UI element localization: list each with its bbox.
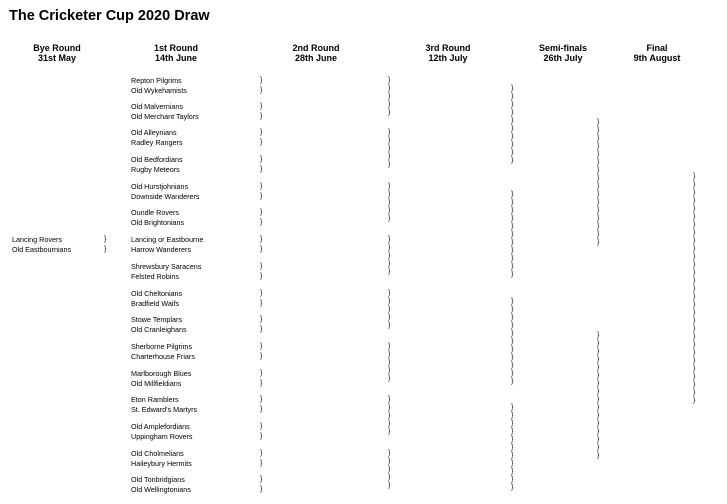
first-round-team: Old Millfieldians: [131, 379, 182, 388]
bracket-mark: }: [693, 325, 696, 332]
bracket-mark: }: [511, 223, 514, 230]
round-date: 28th June: [294, 53, 337, 63]
bracket-mark: }: [597, 143, 600, 150]
bracket-mark: }: [388, 153, 391, 160]
bracket-mark: }: [597, 356, 600, 363]
bracket-mark: }: [104, 246, 107, 253]
bracket-mark: }: [597, 231, 600, 238]
bracket-mark: }: [693, 221, 696, 228]
bracket-mark: }: [597, 151, 600, 158]
bracket-mark: }: [693, 389, 696, 396]
first-round-team: Old Wellingtonians: [131, 485, 191, 494]
bracket-mark: }: [511, 141, 514, 148]
bracket-mark: }: [511, 85, 514, 92]
bracket-mark: }: [693, 253, 696, 260]
first-round-team: Sherborne Pilgrims: [131, 342, 193, 351]
bracket-mark: }: [511, 346, 514, 353]
first-round-team: Old Tonbridgians: [131, 475, 185, 484]
bracket-mark: }: [260, 193, 263, 200]
bracket-mark: }: [597, 436, 600, 443]
bracket-mark: }: [597, 127, 600, 134]
bracket-mark: }: [260, 450, 263, 457]
round-name: 2nd Round: [292, 43, 340, 53]
bracket-mark: }: [388, 482, 391, 489]
first-round-team: Repton Pilgrims: [131, 76, 182, 85]
first-round-team: Old Cranleighans: [131, 325, 187, 334]
bracket-mark: }: [511, 412, 514, 419]
bracket-mark: }: [388, 458, 391, 465]
bracket-mark: }: [388, 77, 391, 84]
bracket-mark: }: [511, 231, 514, 238]
first-round-team: Marlborough Blues: [131, 369, 192, 378]
bracket-mark: }: [597, 215, 600, 222]
bracket-mark: }: [388, 351, 391, 358]
bracket-mark: }: [693, 205, 696, 212]
bracket-mark: }: [260, 380, 263, 387]
bracket-mark: }: [511, 428, 514, 435]
bracket-mark: }: [693, 381, 696, 388]
first-round-team: Old Merchant Taylors: [131, 112, 199, 121]
bracket-mark: }: [388, 322, 391, 329]
bye-round-team: Lancing Rovers: [12, 235, 62, 244]
bracket-mark: }: [260, 326, 263, 333]
bracket-mark: }: [511, 322, 514, 329]
bracket-mark: }: [388, 343, 391, 350]
bracket-mark: }: [260, 423, 263, 430]
bracket-mark: }: [511, 255, 514, 262]
bracket-mark: }: [511, 109, 514, 116]
bracket-mark: }: [597, 420, 600, 427]
bracket-mark: }: [511, 157, 514, 164]
bracket-mark: }: [388, 161, 391, 168]
bracket-mark: }: [511, 239, 514, 246]
bracket-mark: }: [597, 372, 600, 379]
bracket-mark: }: [260, 113, 263, 120]
bracket-mark: }: [260, 263, 263, 270]
bracket-mark: }: [597, 396, 600, 403]
round-header: [602, 43, 712, 63]
bracket-mark: }: [597, 135, 600, 142]
round-header: [261, 43, 371, 63]
bracket-mark: }: [260, 273, 263, 280]
bracket-mark: }: [388, 396, 391, 403]
bracket-mark: }: [260, 236, 263, 243]
bracket-mark: }: [388, 466, 391, 473]
bracket-mark: }: [511, 330, 514, 337]
bracket-mark: }: [388, 252, 391, 259]
bracket-mark: }: [511, 420, 514, 427]
bracket-mark: }: [597, 452, 600, 459]
first-round-team: Old Wykehamists: [131, 86, 187, 95]
bracket-mark: }: [511, 306, 514, 313]
bracket-mark: }: [511, 378, 514, 385]
bracket-mark: }: [511, 484, 514, 491]
bracket-mark: }: [388, 236, 391, 243]
bye-round-team: Old Eastbournians: [12, 245, 72, 254]
first-round-team: Felsted Robins: [131, 272, 179, 281]
bracket-mark: }: [388, 420, 391, 427]
round-name: Final: [646, 43, 668, 53]
bracket-mark: }: [511, 215, 514, 222]
bracket-mark: }: [388, 109, 391, 116]
bracket-mark: }: [597, 428, 600, 435]
bracket-mark: }: [511, 452, 514, 459]
bracket-mark: }: [260, 129, 263, 136]
round-name: Semi-finals: [538, 43, 587, 53]
bracket-mark: }: [260, 209, 263, 216]
round-date: 9th August: [633, 53, 681, 63]
first-round-team: Old Cheltonians: [131, 289, 183, 298]
round-date: 14th June: [154, 53, 197, 63]
bracket-mark: }: [511, 247, 514, 254]
bracket-mark: }: [260, 353, 263, 360]
bracket-mark: }: [693, 309, 696, 316]
bracket-mark: }: [511, 117, 514, 124]
bracket-mark: }: [388, 101, 391, 108]
bracket-mark: }: [388, 306, 391, 313]
bracket-mark: }: [597, 223, 600, 230]
bracket-mark: }: [260, 433, 263, 440]
bracket-mark: }: [511, 370, 514, 377]
bracket-mark: }: [104, 236, 107, 243]
bracket-mark: }: [597, 175, 600, 182]
bracket-mark: }: [693, 245, 696, 252]
bracket-mark: }: [511, 93, 514, 100]
bracket-mark: }: [693, 317, 696, 324]
round-date: 31st May: [37, 53, 77, 63]
bracket-mark: }: [597, 239, 600, 246]
bracket-mark: }: [388, 298, 391, 305]
first-round-team: Eton Ramblers: [131, 395, 179, 404]
bracket-mark: }: [260, 139, 263, 146]
bracket-mark: }: [260, 343, 263, 350]
round-header: [121, 43, 231, 63]
bracket-mark: }: [511, 207, 514, 214]
round-header: [393, 43, 503, 63]
bracket-mark: }: [693, 333, 696, 340]
first-round-team: Lancing or Eastbourne: [131, 235, 204, 244]
bracket-mark: }: [597, 167, 600, 174]
first-round-team: Old Cholmelians: [131, 449, 184, 458]
bracket-mark: }: [260, 460, 263, 467]
bracket-mark: }: [260, 77, 263, 84]
bracket-mark: }: [388, 375, 391, 382]
bracket-mark: }: [511, 101, 514, 108]
bracket-mark: }: [597, 119, 600, 126]
bracket-mark: }: [511, 476, 514, 483]
bracket-mark: }: [511, 444, 514, 451]
bracket-mark: }: [511, 263, 514, 270]
bracket-mark: }: [388, 244, 391, 251]
bracket-mark: }: [597, 404, 600, 411]
first-round-team: Old Brightonians: [131, 218, 185, 227]
bracket-mark: }: [597, 207, 600, 214]
first-round-team: Old Amplefordians: [131, 422, 190, 431]
bracket-mark: }: [693, 349, 696, 356]
bracket-mark: }: [597, 412, 600, 419]
bracket-mark: }: [511, 125, 514, 132]
bracket-mark: }: [388, 145, 391, 152]
bracket-mark: }: [388, 191, 391, 198]
bracket-mark: }: [693, 269, 696, 276]
bracket-mark: }: [388, 359, 391, 366]
bracket-mark: }: [597, 159, 600, 166]
bracket-mark: }: [693, 293, 696, 300]
bracket-mark: }: [597, 332, 600, 339]
bracket-mark: }: [693, 181, 696, 188]
round-header: [2, 43, 112, 63]
bracket-mark: }: [388, 93, 391, 100]
bracket-mark: }: [388, 474, 391, 481]
bracket-mark: }: [511, 354, 514, 361]
bracket-mark: }: [388, 260, 391, 267]
bracket-mark: }: [260, 370, 263, 377]
bracket-mark: }: [597, 191, 600, 198]
page-title: The Cricketer Cup 2020 Draw: [9, 8, 210, 24]
round-name: 3rd Round: [425, 43, 471, 53]
bracket-mark: }: [597, 348, 600, 355]
bracket-mark: }: [260, 183, 263, 190]
bracket-mark: }: [693, 301, 696, 308]
round-name: 1st Round: [154, 43, 198, 53]
bracket-mark: }: [260, 290, 263, 297]
first-round-team: Old Hurstjohnians: [131, 182, 189, 191]
first-round-team: Haileybury Hermits: [131, 459, 192, 468]
bracket-mark: }: [388, 199, 391, 206]
round-date: 26th July: [543, 53, 583, 63]
bracket-mark: }: [693, 373, 696, 380]
first-round-team: Old Alleynians: [131, 128, 177, 137]
first-round-team: Downside Wanderers: [131, 192, 200, 201]
bracket-mark: }: [260, 486, 263, 493]
bracket-mark: }: [388, 137, 391, 144]
bracket-mark: }: [693, 173, 696, 180]
first-round-team: Shrewsbury Saracens: [131, 262, 202, 271]
bracket-mark: }: [260, 316, 263, 323]
bracket-mark: }: [388, 428, 391, 435]
bracket-mark: }: [693, 261, 696, 268]
bracket-mark: }: [511, 362, 514, 369]
first-round-team: Old Malvernians: [131, 102, 183, 111]
bracket-mark: }: [597, 340, 600, 347]
bracket-mark: }: [511, 149, 514, 156]
first-round-team: St. Edward's Martyrs: [131, 405, 198, 414]
bracket-mark: }: [511, 314, 514, 321]
bracket-mark: }: [511, 338, 514, 345]
bracket-mark: }: [597, 388, 600, 395]
first-round-team: Oundle Rovers: [131, 208, 179, 217]
round-name: Bye Round: [33, 43, 81, 53]
bracket-mark: }: [693, 285, 696, 292]
bracket-mark: }: [260, 300, 263, 307]
bracket-mark: }: [693, 197, 696, 204]
bracket-mark: }: [511, 191, 514, 198]
bracket-mark: }: [388, 314, 391, 321]
bracket-mark: }: [260, 166, 263, 173]
bracket-mark: }: [260, 476, 263, 483]
first-round-team: Bradfield Waifs: [131, 299, 180, 308]
first-round-team: Old Bedfordians: [131, 155, 183, 164]
bracket-mark: }: [260, 156, 263, 163]
bracket-mark: }: [693, 237, 696, 244]
bracket-mark: }: [260, 246, 263, 253]
bracket-mark: }: [511, 468, 514, 475]
bracket-mark: }: [693, 229, 696, 236]
round-date: 12th July: [428, 53, 468, 63]
first-round-team: Harrow Wanderers: [131, 245, 192, 254]
bracket-mark: }: [388, 290, 391, 297]
bracket-mark: }: [260, 406, 263, 413]
bracket-mark: }: [693, 189, 696, 196]
bracket-mark: }: [388, 207, 391, 214]
bracket-mark: }: [260, 87, 263, 94]
bracket-mark: }: [388, 268, 391, 275]
bracket-mark: }: [597, 199, 600, 206]
bracket-mark: }: [388, 404, 391, 411]
bracket-mark: }: [260, 396, 263, 403]
bracket-mark: }: [511, 460, 514, 467]
bracket-mark: }: [511, 133, 514, 140]
bracket-mark: }: [597, 380, 600, 387]
bracket-mark: }: [511, 298, 514, 305]
bracket-mark: }: [260, 219, 263, 226]
first-round-team: Uppingham Rovers: [131, 432, 193, 441]
first-round-team: Charterhouse Friars: [131, 352, 195, 361]
bracket-mark: }: [388, 215, 391, 222]
bracket-mark: }: [388, 412, 391, 419]
bracket-mark: }: [511, 436, 514, 443]
first-round-team: Stowe Templars: [131, 315, 182, 324]
bracket-mark: }: [693, 365, 696, 372]
bracket-mark: }: [693, 341, 696, 348]
first-round-team: Radley Rangers: [131, 138, 183, 147]
bracket-mark: }: [597, 364, 600, 371]
bracket-mark: }: [388, 129, 391, 136]
bracket-mark: }: [693, 397, 696, 404]
bracket-mark: }: [388, 450, 391, 457]
bracket-mark: }: [693, 213, 696, 220]
bracket-mark: }: [511, 199, 514, 206]
bracket-mark: }: [511, 271, 514, 278]
bracket-mark: }: [693, 277, 696, 284]
bracket-mark: }: [388, 85, 391, 92]
bracket-mark: }: [388, 367, 391, 374]
bracket-mark: }: [260, 103, 263, 110]
bracket-mark: }: [388, 183, 391, 190]
bracket-mark: }: [511, 404, 514, 411]
bracket-mark: }: [597, 183, 600, 190]
bracket-mark: }: [693, 357, 696, 364]
bracket-mark: }: [597, 444, 600, 451]
first-round-team: Rugby Meteors: [131, 165, 180, 174]
